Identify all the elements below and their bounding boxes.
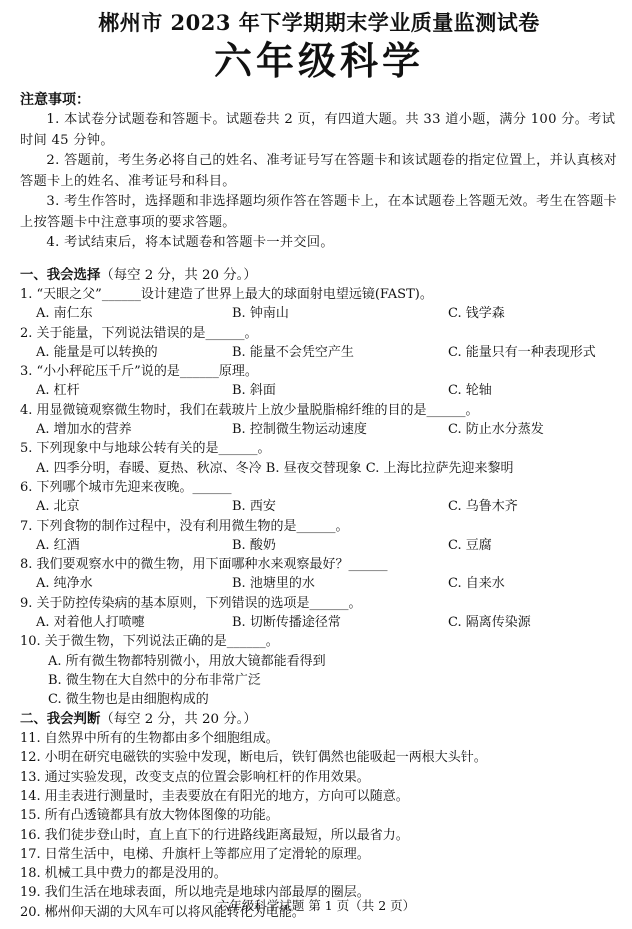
question-9: 9. 关于防控传染病的基本原则，下列错误的选项是______。 (20, 595, 362, 611)
option: B. 控制微生物运动速度 (232, 422, 367, 438)
option: A. 南仁东 (36, 306, 93, 322)
option: A. 杠杆 (36, 383, 80, 399)
notice-item-3: 3. 考生作答时，选择题和非选择题均须作答在答题卡上，在本试题卷上答题无效。考生在答题卡上按答题卡中注意事项的要求答题。 (20, 194, 618, 230)
option: B. 池塘里的水 (232, 576, 315, 592)
option: C. 防止水分蒸发 (448, 422, 544, 438)
option: C. 自来水 (448, 576, 505, 592)
option: A. 纯净水 (36, 576, 93, 592)
options-5: A. 四季分明，春暖、夏热、秋凉、冬冷 B. 昼夜交替现象 C. 上海比拉萨先迎来黎明 (36, 460, 514, 476)
question-16: 16. 我们徒步登山时，直上直下的行进路线距离最短，所以最省力。 (20, 827, 409, 843)
notice-heading: 注意事项： (20, 92, 90, 108)
question-12: 12. 小明在研究电磁铁的实验中发现，断电后，铁钉偶然也能吸起一两根大头针。 (20, 750, 487, 766)
option: B. 微生物在大自然中的分布非常广泛 (48, 672, 261, 688)
question-18: 18. 机械工具中费力的都是没用的。 (20, 866, 227, 882)
option: C. 能量只有一种表现形式 (448, 344, 596, 360)
question-5: 5. 下列现象中与地球公转有关的是______。 (20, 441, 271, 457)
notice-section (20, 90, 618, 254)
options-9 (20, 613, 618, 632)
question-17: 17. 日常生活中，电梯、升旗杆上等都应用了定滑轮的原理。 (20, 846, 370, 862)
option: B. 能量不会凭空产生 (232, 344, 354, 360)
option: B. 切断传播途径常 (232, 615, 341, 631)
option: B. 钟南山 (232, 306, 289, 322)
question-20: 20. 郴州仰天湖的大风车可以将风能转化为电能。 (20, 904, 305, 920)
page-footer: 六年级科学试题 第 1 页（共 2 页） (216, 898, 416, 913)
exam-title: 郴州市 2023 年下学期期末学业质量监测试卷 (98, 10, 540, 35)
question-10: 10. 关于微生物，下列说法正确的是______。 (20, 634, 279, 650)
question-3: 3. “小小秤砣压千斤”说的是______原理。 (20, 364, 258, 380)
option: C. 乌鲁木齐 (448, 499, 518, 515)
option: A. 红酒 (36, 537, 80, 553)
question-1: 1. “天眼之父”______设计建造了世界上最大的球面射电望远镜(FAST)。 (20, 287, 433, 302)
option: C. 钱学森 (448, 306, 505, 322)
question-15: 15. 所有凸透镜都具有放大物体图像的功能。 (20, 808, 279, 824)
notice-item-1: 1. 本试卷分试题卷和答题卡。试题卷共 2 页，有四道大题。共 33 道小题，满分 100 分。考试时间 45 分钟。 (20, 112, 616, 148)
options-1 (20, 304, 618, 323)
option: B. 酸奶 (232, 537, 276, 553)
subject-title: 六年级科学 (213, 38, 424, 83)
question-13: 13. 通过实验发现，改变支点的位置会影响杠杆的作用效果。 (20, 769, 370, 785)
question-4: 4. 用显微镜观察微生物时，我们在载玻片上放少量脱脂棉纤维的目的是______。 (20, 402, 479, 418)
option: C. 微生物也是由细胞构成的 (48, 692, 209, 708)
question-19: 19. 我们生活在地球表面，所以地壳是地球内部最厚的圈层。 (20, 885, 370, 901)
options-4 (20, 420, 618, 439)
option: C. 轮轴 (448, 383, 492, 399)
option: C. 隔离传染源 (448, 615, 531, 631)
option: A. 对着他人打喷嚏 (36, 615, 145, 631)
options-2 (20, 343, 618, 362)
options-8 (20, 574, 618, 593)
options-3 (20, 381, 618, 400)
option: A. 所有微生物都特别微小，用放大镜都能看得到 (48, 653, 326, 669)
section-judge-heading: 二、我会判断（每空 2 分，共 20 分。） (20, 711, 257, 727)
options-6 (20, 497, 618, 516)
question-14: 14. 用圭表进行测量时，圭表要放在有阳光的地方，方向可以随意。 (20, 788, 409, 804)
section-choice-heading: 一、我会选择（每空 2 分，共 20 分。） (20, 267, 257, 283)
options-7 (20, 536, 618, 555)
option: C. 豆腐 (448, 537, 492, 553)
question-11: 11. 自然界中所有的生物都由多个细胞组成。 (20, 731, 279, 747)
notice-item-4: 4. 考试结束后，将本试题卷和答题卡一并交回。 (46, 235, 334, 250)
option: A. 增加水的营养 (36, 422, 132, 438)
question-7: 7. 下列食物的制作过程中，没有利用微生物的是______。 (20, 518, 349, 534)
option: A. 能量是可以转换的 (36, 344, 158, 360)
question-6: 6. 下列哪个城市先迎来夜晚。______ (20, 479, 232, 495)
option: B. 斜面 (232, 383, 276, 399)
option: B. 西安 (232, 499, 276, 515)
question-8: 8. 我们要观察水中的微生物，用下面哪种水来观察最好？______ (20, 557, 388, 573)
question-2: 2. 关于能量，下列说法错误的是______。 (20, 325, 258, 341)
option: A. 北京 (36, 499, 80, 515)
notice-item-2: 2. 答题前，考生务必将自己的姓名、准考证号写在答题卡和该试题卷的指定位置上，并认真核对答题卡上的姓名、准考证号和科目。 (20, 153, 618, 189)
